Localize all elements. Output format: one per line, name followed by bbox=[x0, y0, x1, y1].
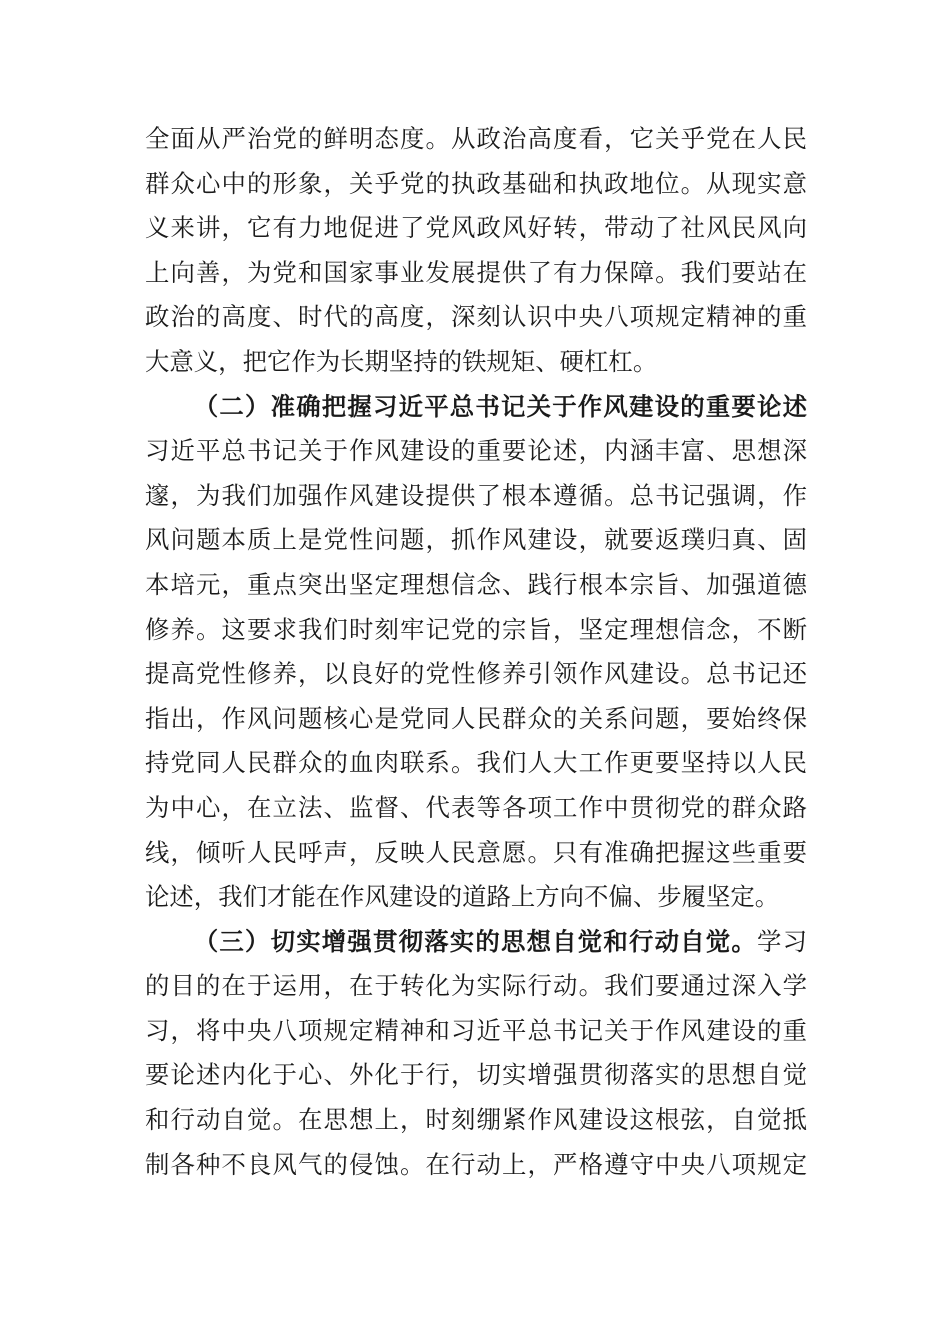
text-line: 风问题本质上是党性问题，抓作风建设，就要返璞归真、固 bbox=[145, 525, 807, 555]
text-line: 习近平总书记关于作风建设的重要论述，内涵丰富、思想深 bbox=[145, 436, 807, 466]
heading-line bbox=[145, 920, 807, 965]
text-line: 线，倾听人民呼声，反映人民意愿。只有准确把握这些重要 bbox=[145, 837, 807, 867]
text-line: 政治的高度、时代的高度，深刻认识中央八项规定精神的重 bbox=[145, 302, 807, 332]
section-heading: （三）切实增强贯彻落实的思想自觉和行动自觉。 bbox=[193, 926, 757, 956]
paragraph-3 bbox=[145, 920, 807, 1188]
text-line: 和行动自觉。在思想上，时刻绷紧作风建设这根弦，自觉抵 bbox=[145, 1105, 807, 1135]
text-line: 为中心，在立法、监督、代表等各项工作中贯彻党的群众路 bbox=[145, 792, 807, 822]
text-line: 义来讲，它有力地促进了党风政风好转，带动了社风民风向 bbox=[145, 213, 807, 243]
text-line: 本培元，重点突出坚定理想信念、践行根本宗旨、加强道德 bbox=[145, 569, 807, 599]
text-line: 修养。这要求我们时刻牢记党的宗旨，坚定理想信念，不断 bbox=[145, 614, 807, 644]
section-heading: （二）准确把握习近平总书记关于作风建设的重要论述 bbox=[193, 391, 807, 421]
text-line: 大意义，把它作为长期坚持的铁规矩、硬杠杠。 bbox=[145, 346, 658, 376]
text-line: 提高党性修养，以良好的党性修养引领作风建设。总书记还 bbox=[145, 659, 807, 689]
paragraph-2 bbox=[145, 385, 807, 920]
text-line: 邃，为我们加强作风建设提供了根本遵循。总书记强调，作 bbox=[145, 480, 807, 510]
text-line: 习，将中央八项规定精神和习近平总书记关于作风建设的重 bbox=[145, 1015, 807, 1045]
text-line: 全面从严治党的鲜明态度。从政治高度看，它关乎党在人民 bbox=[145, 124, 807, 153]
text-line: 群众心中的形象，关乎党的执政基础和执政地位。从现实意 bbox=[145, 168, 807, 198]
text-line: 上向善，为党和国家事业发展提供了有力保障。我们要站在 bbox=[145, 257, 807, 287]
heading-tail-text: 学习 bbox=[756, 926, 807, 956]
text-line: 指出，作风问题核心是党同人民群众的关系问题，要始终保 bbox=[145, 703, 807, 733]
text-line: 的目的在于运用，在于转化为实际行动。我们要通过深入学 bbox=[145, 971, 807, 1001]
paragraph-1 bbox=[145, 117, 807, 385]
text-line: 论述，我们才能在作风建设的道路上方向不偏、步履坚定。 bbox=[145, 882, 780, 912]
document-body bbox=[145, 117, 807, 1187]
text-line: 要论述内化于心、外化于行，切实增强贯彻落实的思想自觉 bbox=[145, 1060, 807, 1090]
text-line: 制各种不良风气的侵蚀。在行动上，严格遵守中央八项规定 bbox=[145, 1149, 807, 1179]
text-line: 持党同人民群众的血肉联系。我们人大工作更要坚持以人民 bbox=[145, 748, 807, 778]
